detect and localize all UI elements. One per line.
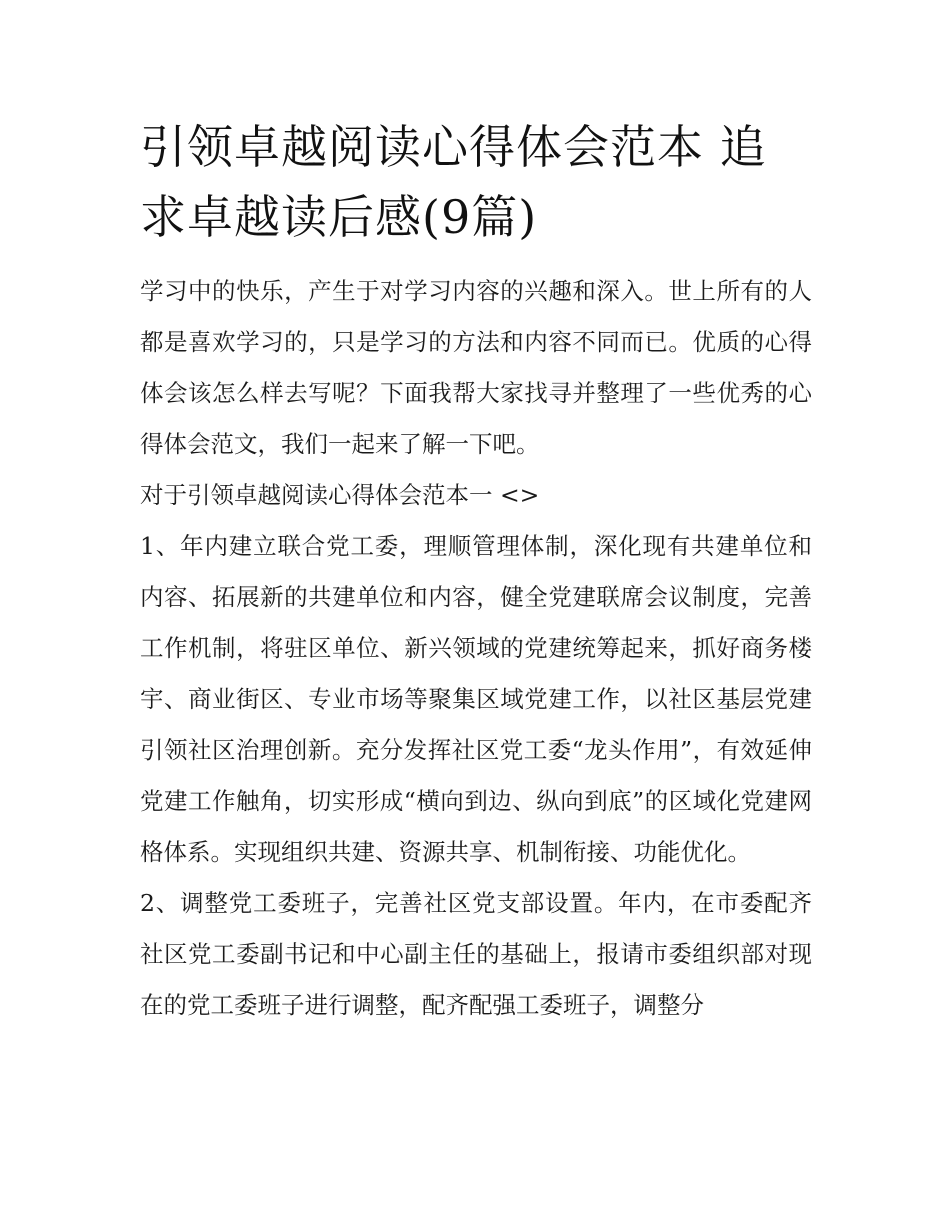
body-paragraph-2: 2、调整党工委班子，完善社区党支部设置。年内，在市委配齐社区党工委副书记和中心副主任的基础上，报请市委组织部对现在的党工委班子进行调整，配齐配强工委班子，调整分 bbox=[140, 889, 812, 1019]
document-body bbox=[140, 266, 812, 1031]
section-heading: 对于引领卓越阅读心得体会范本一 <> bbox=[140, 481, 540, 509]
intro-paragraph: 学习中的快乐，产生于对学习内容的兴趣和深入。世上所有的人都是喜欢学习的，只是学习的方法和内容不同而已。优质的心得体会该怎么样去写呢？下面我帮大家找寻并整理了一些优秀的心得体会范文，我们一起来了解一下吧。 bbox=[140, 277, 812, 458]
document-title: 引领卓越阅读心得体会范本 追求卓越读后感(9篇) bbox=[140, 120, 767, 244]
body-paragraph-1: 1、年内建立联合党工委，理顺管理体制，深化现有共建单位和内容、拓展新的共建单位和内容，健全党建联席会议制度，完善工作机制，将驻区单位、新兴领域的党建统筹起来，抓好商务楼宇、商业街区、专业市场等聚集区域党建工作，以社区基层党建引领社区治理创新。充分发挥社区党工委“龙头作用”，有效延伸党建工作触角，切实形成“横向到边、纵向到底”的区域化党建网格体系。实现组织共建、资源共享、机制衔接、功能优化。 bbox=[140, 532, 812, 866]
document-page bbox=[140, 112, 812, 1031]
